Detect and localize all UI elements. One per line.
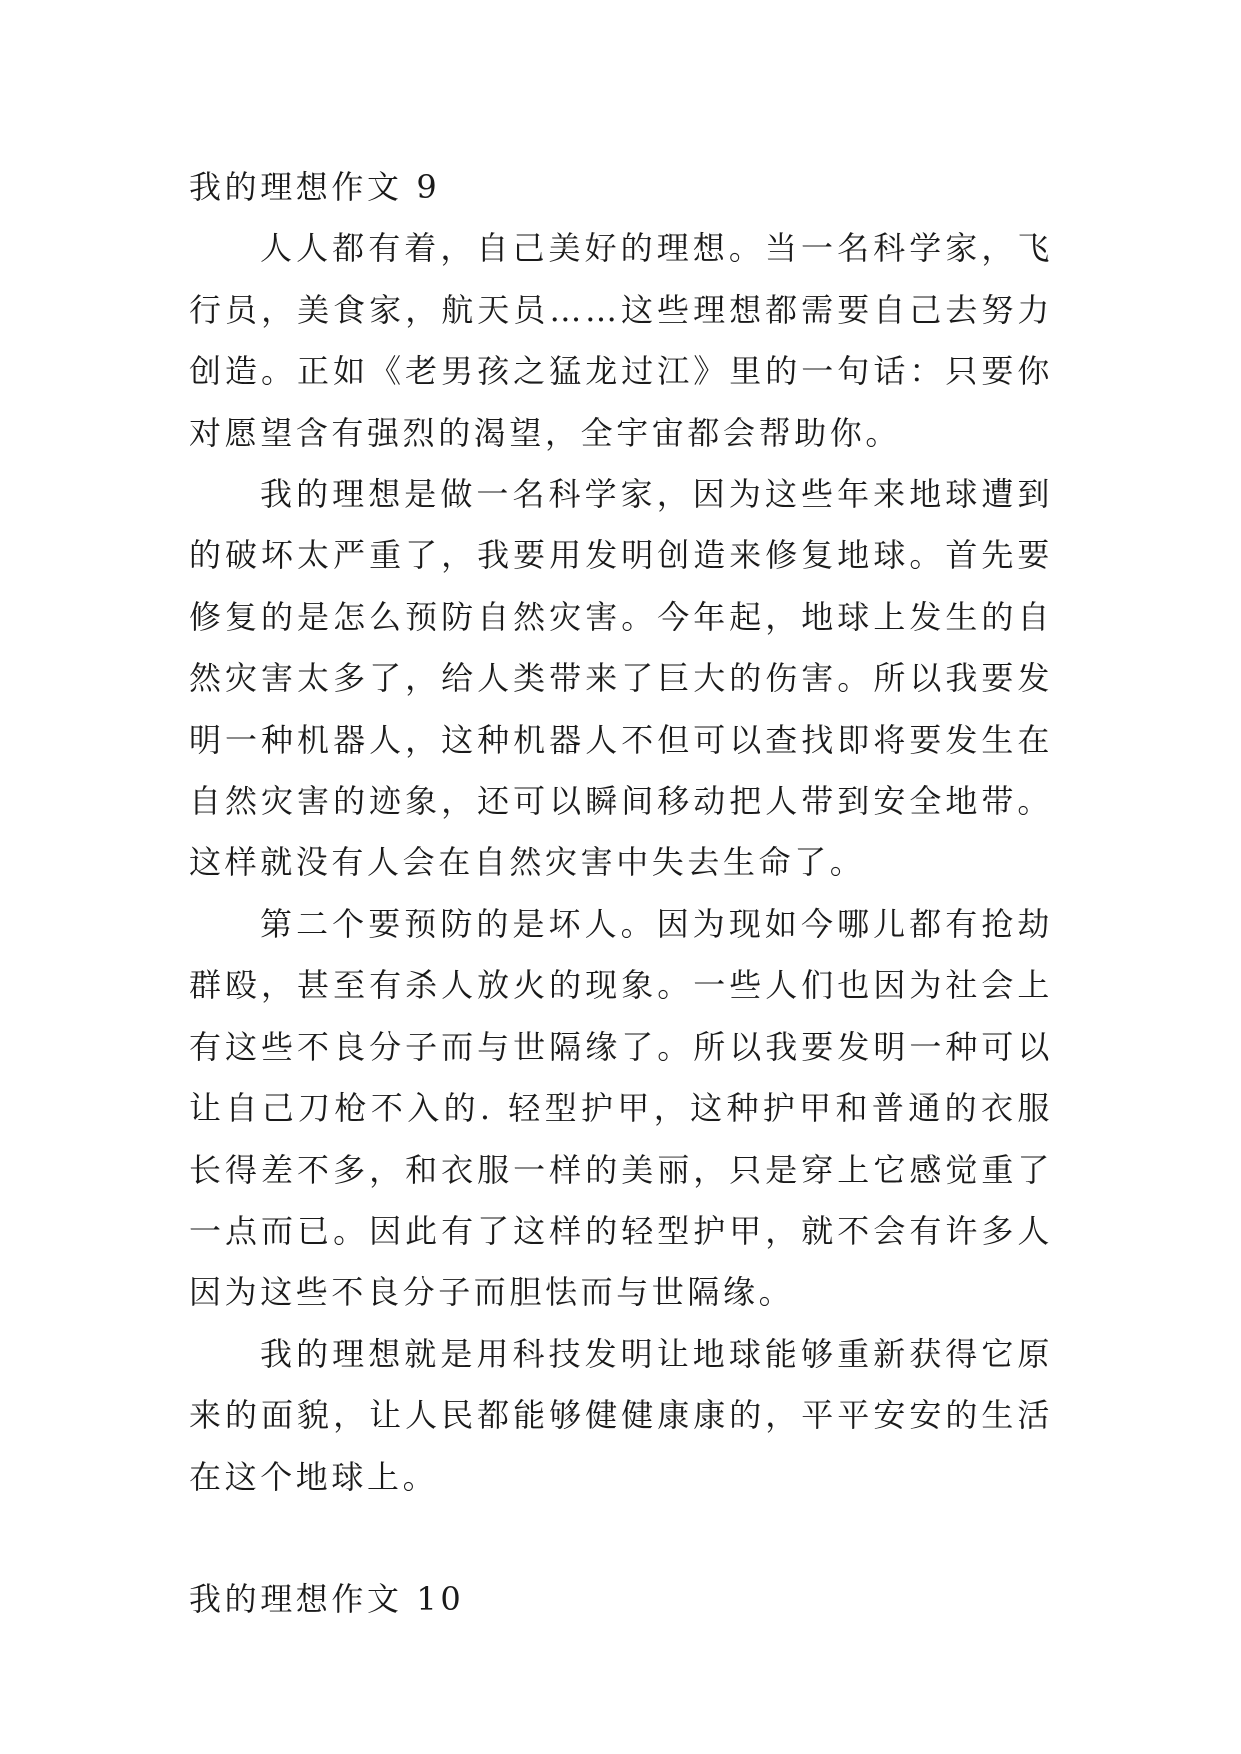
paragraph: 我的理想是做一名科学家，因为这些年来地球遭到的破坏太严重了，我要用发明创造来修复地球。首先要修复的是怎么预防自然灾害。今年起，地球上发生的自然灾害太多了，给人类带来了巨大的伤害。所以我要发明一种机器人，这种机器人不但可以查找即将要发生在自然灾害的迹象，还可以瞬间移动把人带到安全地带。这样就没有人会在自然灾害中失去生命了。 <box>189 475 1053 882</box>
document-body <box>189 157 1053 1631</box>
paragraph: 我的理想就是用科技发明让地球能够重新获得它原来的面貌，让人民都能够健健康康的，平平安安的生活在这个地球上。 <box>189 1334 1053 1496</box>
paragraph: 人人都有着，自己美好的理想。当一名科学家，飞行员，美食家，航天员……这些理想都需要自己去努力创造。正如《老男孩之猛龙过江》里的一句话：只要你对愿望含有强烈的渴望，全宇宙都会帮助你。 <box>189 229 1053 452</box>
section-title: 我的理想作文 10 <box>189 1580 465 1619</box>
section-title: 我的理想作文 9 <box>189 168 441 206</box>
section-spacer <box>189 1508 1053 1569</box>
paragraph: 第二个要预防的是坏人。因为现如今哪儿都有抢劫群殴，甚至有杀人放火的现象。一些人们也因为社会上有这些不良分子而与世隔缘了。所以我要发明一种可以让自己刀枪不入的. 轻型护甲，这种护甲和普通的衣服长得差不多，和衣服一样的美丽，只是穿上它感觉重了一点而已。因此有了这样的轻型护甲，就不会有许多人因为这些不良分子而胆怯而与世隔缘。 <box>189 904 1053 1312</box>
